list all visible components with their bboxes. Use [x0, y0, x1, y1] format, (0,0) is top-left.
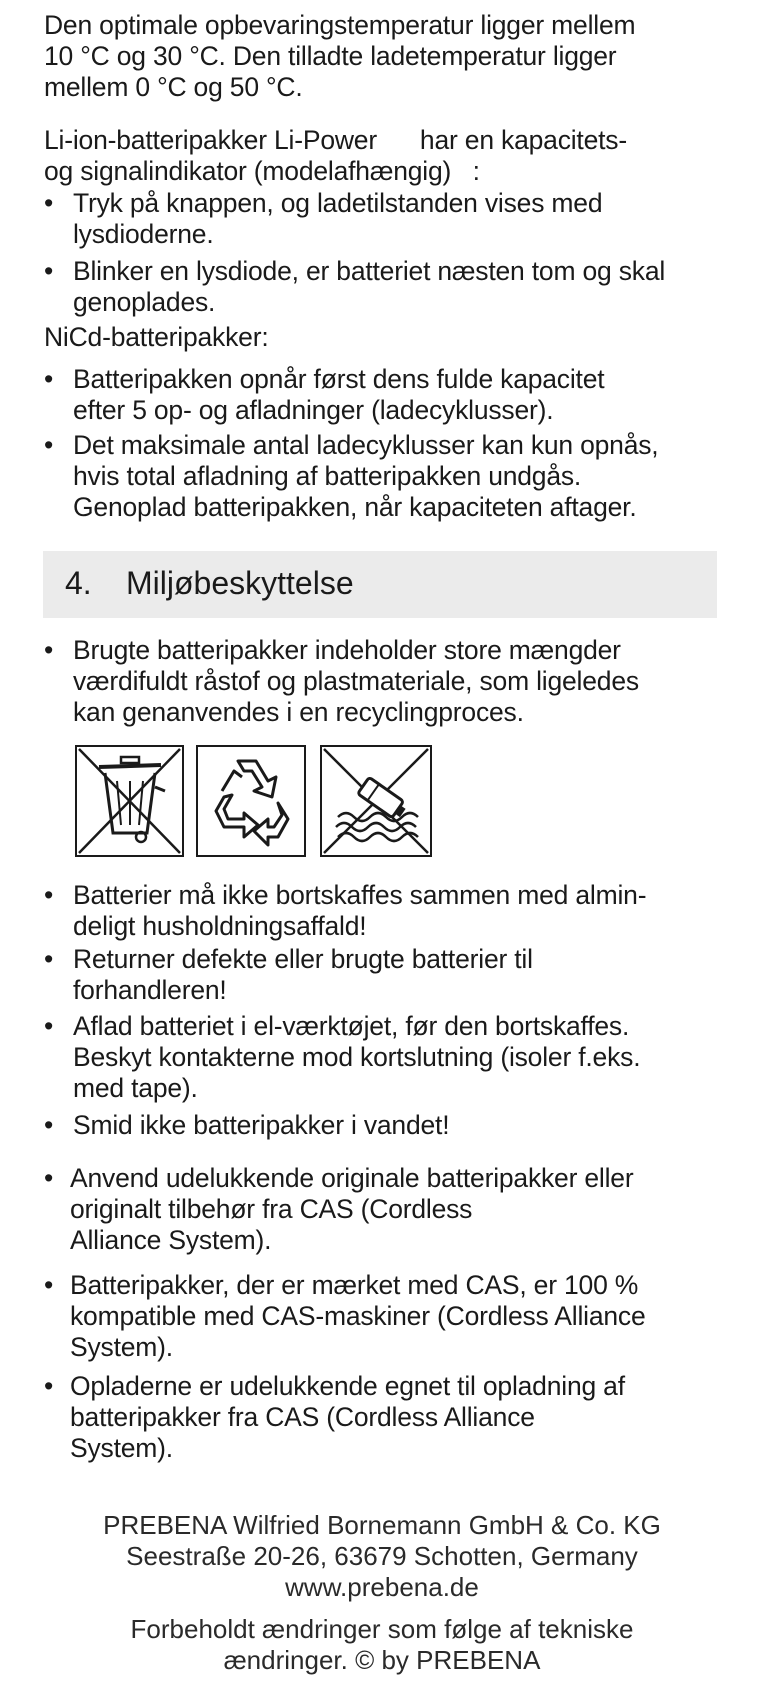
- list-item: • Det maksimale antal ladecyklusser kan kun opnås, hvis total afladning af batteripakken undgås. Genoplad batteripakken, når kapaciteten aftager.: [44, 430, 659, 522]
- bullet-icon: •: [44, 1163, 54, 1193]
- list-item: • Smid ikke batteripakker i vandet!: [44, 1110, 450, 1140]
- list-item: • Batteripakker, der er mærket med CAS, er 100 % kompatible med CAS-maskiner (Cordless Alliance System).: [44, 1270, 646, 1362]
- crossed-bin-icon: [75, 745, 184, 857]
- section-heading: [43, 551, 717, 618]
- section-number: 4.: [65, 565, 92, 601]
- list-item: • Batteripakken opnår først dens fulde kapacitet efter 5 op- og afladninger (ladecyklusser).: [44, 364, 605, 425]
- bullet-icon: •: [44, 944, 54, 974]
- bullet-icon: •: [44, 430, 54, 460]
- list-item: • Returner defekte eller brugte batterier til forhandleren!: [44, 944, 533, 1005]
- bullet-icon: •: [44, 1011, 54, 1041]
- text-line: Den optimale opbevaringstemperatur ligger mellem: [44, 10, 636, 40]
- company-address: Seestraße 20-26, 63679 Schotten, Germany: [126, 1541, 638, 1571]
- bullet-icon: •: [44, 364, 54, 394]
- recycle-icon: [196, 745, 306, 857]
- text-line: og signalindikator (modelafhængig) :: [44, 156, 480, 186]
- list-item: • Tryk på knappen, og ladetilstanden vises med lysdioderne.: [44, 188, 603, 249]
- company-name: PREBENA Wilfried Bornemann GmbH & Co. KG: [103, 1510, 661, 1540]
- text-line: Li-ion-batteripakker Li-Power har en kapacitets-: [44, 125, 627, 155]
- footer-notice: Forbeholdt ændringer som følge af tekniske ændringer. © by PREBENA: [130, 1614, 634, 1675]
- list-item: • Brugte batteripakker indeholder store mængder værdifuldt råstof og plastmateriale, som ligeledes kan genanvendes i en recyclingproces.: [44, 635, 639, 727]
- bullet-icon: •: [44, 256, 54, 286]
- text-line: 10 °C og 30 °C. Den tilladte ladetemperatur ligger: [44, 41, 617, 71]
- list-item: • Opladerne er udelukkende egnet til opladning af batteripakker fra CAS (Cordless Alliance System).: [44, 1371, 625, 1463]
- text-line: mellem 0 °C og 50 °C.: [44, 72, 303, 102]
- website-link[interactable]: www.prebena.de: [285, 1572, 479, 1602]
- list-item: • Aflad batteriet i el-værktøjet, før den bortskaffes. Beskyt kontakterne mod kortslutning (isoler f.eks. med tape).: [44, 1011, 641, 1103]
- liion-paragraph: [44, 125, 734, 187]
- bullet-icon: •: [44, 188, 54, 218]
- list-item: • Blinker en lysdiode, er batteriet næsten tom og skal genoplades.: [44, 256, 666, 317]
- nicd-label: NiCd-batteripakker:: [44, 322, 269, 352]
- no-water-icon: [320, 745, 432, 857]
- list-item: • Batterier må ikke bortskaffes sammen med almin- deligt husholdningsaffald!: [44, 880, 647, 941]
- bullet-icon: •: [44, 880, 54, 910]
- section-title: Miljøbeskyttelse: [126, 565, 354, 601]
- storage-paragraph: [44, 10, 734, 103]
- bullet-icon: •: [44, 1110, 54, 1140]
- list-item: • Anvend udelukkende originale batteripakker eller originalt tilbehør fra CAS (Cordless Alliance System).: [44, 1163, 634, 1255]
- bullet-icon: •: [44, 1371, 54, 1401]
- bullet-icon: •: [44, 1270, 54, 1300]
- bullet-icon: •: [44, 635, 54, 665]
